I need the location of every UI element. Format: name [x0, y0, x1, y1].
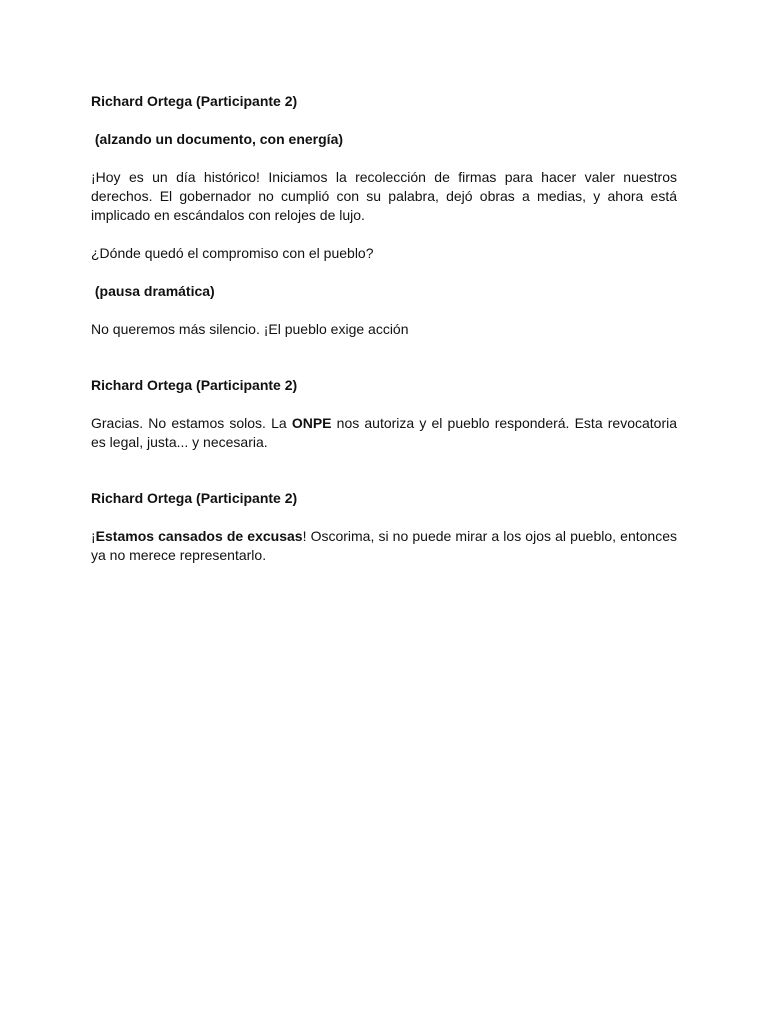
dialogue-text: ¡ [91, 528, 96, 544]
emphasis-text: Estamos cansados de excusas [95, 528, 303, 544]
stage-direction: (pausa dramática) [91, 283, 215, 299]
dialogue-text: nos autoriza y el pueblo responderá. Esta revocatoria es legal, justa... y necesaria. [91, 415, 678, 450]
speaker-heading: Richard Ortega (Participante 2) [91, 490, 298, 506]
stage-direction: (alzando un documento, con energía) [91, 131, 344, 147]
dialogue-question: ¿Dónde quedó el compromiso con el pueblo? [91, 245, 374, 261]
emphasis-text: ONPE [291, 415, 332, 431]
dialogue-paragraph [91, 414, 677, 452]
dialogue-paragraph [91, 527, 677, 565]
dialogue-text: Gracias. No estamos solos. La [91, 415, 292, 431]
speaker-heading: Richard Ortega (Participante 2) [91, 377, 298, 393]
dialogue-text: ! Oscorima, si no puede mirar a los ojos al pueblo, entonces ya no merece representarlo. [91, 528, 677, 563]
dialogue-line: No queremos más silencio. ¡El pueblo exige acción [91, 321, 409, 337]
dialogue-paragraph: ¡Hoy es un día histórico! Iniciamos la recolección de firmas para hacer valer nuestros derechos. El gobernador no cumplió con su palabra, dejó obras a medias, y ahora está implicado en escándalos con relojes de lujo. [91, 169, 677, 223]
speaker-heading: Richard Ortega (Participante 2) [91, 93, 298, 109]
